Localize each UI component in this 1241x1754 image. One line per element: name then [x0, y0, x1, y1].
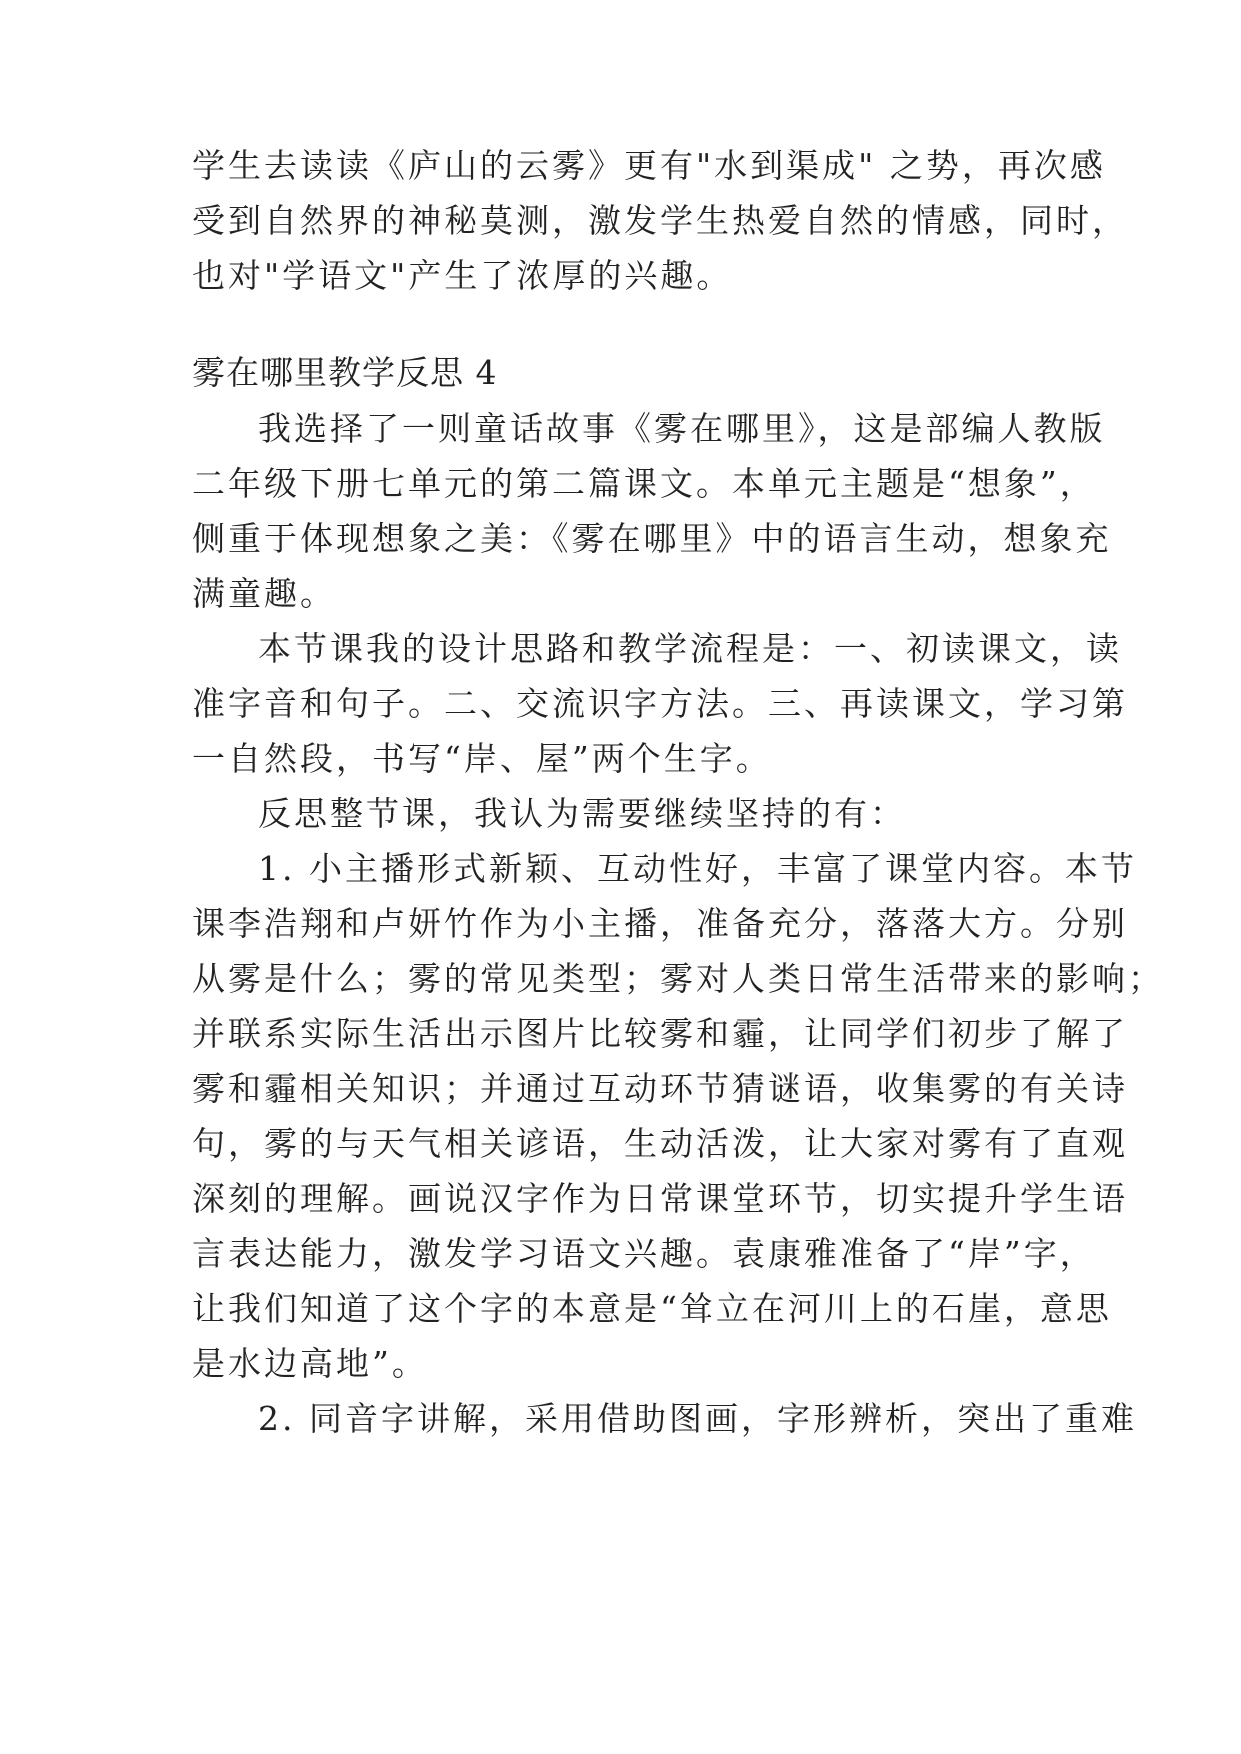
paragraph-line: 侧重于体现想象之美：《雾在哪里》中的语言生动，想象充: [192, 519, 1112, 558]
paragraph-line: 句，雾的与天气相关谚语，生动活泼，让大家对雾有了直观: [192, 1124, 1128, 1163]
continuation-line-3: 也对"学语文"产生了浓厚的兴趣。: [192, 256, 733, 295]
paragraph-line: 雾和霾相关知识；并通过互动环节猜谜语，收集雾的有关诗: [192, 1069, 1128, 1108]
paragraph-line: 反思整节课，我认为需要继续坚持的有：: [258, 794, 906, 833]
paragraph-line: 二年级下册七单元的第二篇课文。本单元主题是“想象”，: [192, 464, 1096, 503]
section-title: 雾在哪里教学反思 4: [192, 353, 498, 392]
paragraph-line: 从雾是什么；雾的常见类型；雾对人类日常生活带来的影响；: [192, 959, 1164, 998]
paragraph-line: 1. 小主播形式新颖、互动性好，丰富了课堂内容。本节: [258, 849, 1137, 888]
continuation-line-1: 学生去读读《庐山的云雾》更有"水到渠成" 之势，再次感: [192, 146, 1106, 185]
paragraph-line: 本节课我的设计思路和教学流程是：一、初读课文，读: [258, 629, 1122, 668]
paragraph-line: 我选择了一则童话故事《雾在哪里》，这是部编人教版: [258, 409, 1106, 448]
paragraph-line: 并联系实际生活出示图片比较雾和霾，让同学们初步了解了: [192, 1014, 1128, 1053]
paragraph-line: 一自然段，书写“岸、屋”两个生字。: [192, 739, 772, 778]
paragraph-line: 让我们知道了这个字的本意是“耸立在河川上的石崖，意思: [192, 1289, 1112, 1328]
continuation-line-2: 受到自然界的神秘莫测，激发学生热爱自然的情感，同时，: [192, 201, 1128, 240]
paragraph-line: 课李浩翔和卢妍竹作为小主播，准备充分，落落大方。分别: [192, 904, 1128, 943]
paragraph-line: 是水边高地”。: [192, 1344, 428, 1383]
paragraph-line: 满童趣。: [192, 574, 336, 613]
paragraph-line: 深刻的理解。画说汉字作为日常课堂环节，切实提升学生语: [192, 1179, 1128, 1218]
paragraph-line: 言表达能力，激发学习语文兴趣。袁康雅准备了“岸”字，: [192, 1234, 1096, 1273]
paragraph-line: 准字音和句子。二、交流识字方法。三、再读课文，学习第: [192, 684, 1128, 723]
paragraph-line: 2. 同音字讲解，采用借助图画，字形辨析，突出了重难: [258, 1399, 1137, 1438]
